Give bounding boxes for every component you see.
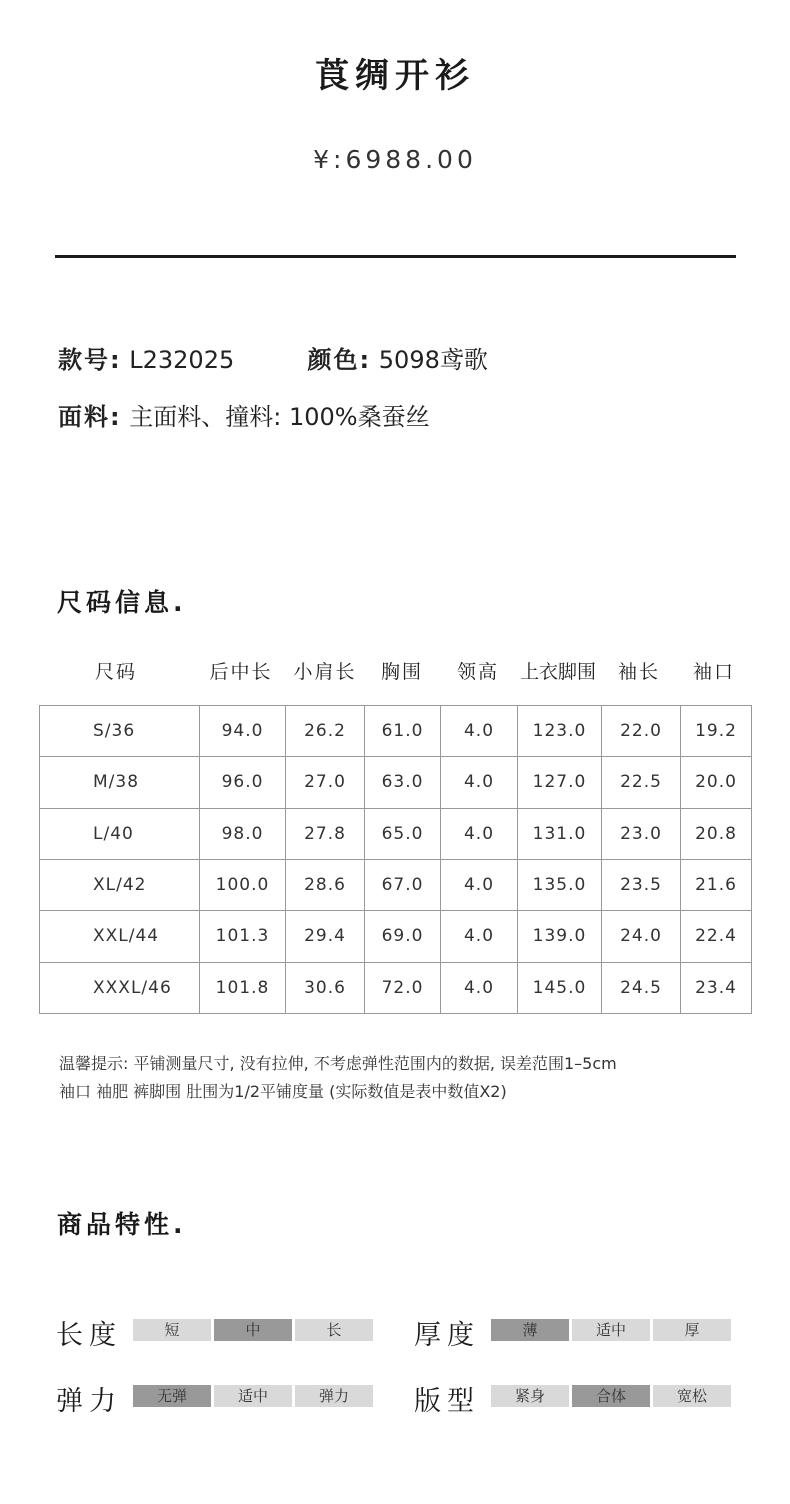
feature-option: 适中 <box>214 1385 292 1407</box>
size-header-hem: 上衣脚围 <box>519 661 596 683</box>
measurement-cell: 72.0 <box>365 962 441 1013</box>
measurement-cell: 94.0 <box>200 706 286 757</box>
feature-option: 无弹 <box>133 1385 211 1407</box>
measurement-cell: 65.0 <box>365 808 441 859</box>
measurement-cell: 27.0 <box>286 757 365 808</box>
measurement-cell: 22.0 <box>602 706 681 757</box>
size-cell: L/40 <box>40 808 200 859</box>
size-cell: XXXL/46 <box>40 962 200 1013</box>
divider <box>55 255 736 258</box>
size-header-sleeve-length: 袖长 <box>617 661 660 683</box>
size-cell: M/38 <box>40 757 200 808</box>
measurement-cell: 127.0 <box>518 757 602 808</box>
table-row <box>40 962 752 1013</box>
measurement-cell: 26.2 <box>286 706 365 757</box>
features-section-title: 商品特性. <box>57 1210 187 1239</box>
table-row <box>40 757 752 808</box>
measurement-cell: 22.5 <box>602 757 681 808</box>
size-header-back-length: 后中长 <box>209 661 273 683</box>
table-row <box>40 859 752 910</box>
color-value: 5098鸢歌 <box>378 346 488 374</box>
measurement-cell: 135.0 <box>518 859 602 910</box>
feature-length-label: 长度 <box>56 1320 122 1351</box>
measurement-cell: 101.8 <box>200 962 286 1013</box>
measurement-cell: 20.0 <box>681 757 752 808</box>
product-title: 莨绸开衫 <box>315 56 475 96</box>
color-label: 颜色: <box>307 346 372 374</box>
feature-option: 短 <box>133 1319 211 1341</box>
style-number-value: L232025 <box>129 346 235 374</box>
size-cell: S/36 <box>40 706 200 757</box>
feature-thickness-label: 厚度 <box>414 1320 480 1351</box>
measurement-note-2: 袖口 袖肥 裤脚围 肚围为1/2平铺度量 (实际数值是表中数值X2) <box>59 1082 507 1101</box>
measurement-cell: 27.8 <box>286 808 365 859</box>
measurement-cell: 22.4 <box>681 911 752 962</box>
fabric-label: 面料: <box>58 403 122 431</box>
measurement-cell: 28.6 <box>286 859 365 910</box>
size-header-size: 尺码 <box>94 661 137 683</box>
fabric-value: 主面料、撞料: 100%桑蚕丝 <box>129 403 430 431</box>
measurement-cell: 23.5 <box>602 859 681 910</box>
measurement-note: 温馨提示: 平铺测量尺寸, 没有拉伸, 不考虑弹性范围内的数据, 误差范围1–5cm <box>59 1054 617 1073</box>
measurement-cell: 4.0 <box>441 859 518 910</box>
measurement-cell: 69.0 <box>365 911 441 962</box>
feature-option: 长 <box>295 1319 373 1341</box>
measurement-cell: 63.0 <box>365 757 441 808</box>
feature-option: 弹力 <box>295 1385 373 1407</box>
size-cell: XXL/44 <box>40 911 200 962</box>
measurement-cell: 24.5 <box>602 962 681 1013</box>
fabric-row <box>58 397 430 432</box>
measurement-cell: 123.0 <box>518 706 602 757</box>
measurement-cell: 101.3 <box>200 911 286 962</box>
size-header-shoulder: 小肩长 <box>293 661 357 683</box>
style-number-label: 款号: <box>58 346 122 374</box>
measurement-cell: 139.0 <box>518 911 602 962</box>
measurement-cell: 4.0 <box>441 706 518 757</box>
measurement-cell: 29.4 <box>286 911 365 962</box>
size-cell: XL/42 <box>40 859 200 910</box>
feature-option: 适中 <box>572 1319 650 1341</box>
style-color-row <box>58 340 488 375</box>
measurement-cell: 67.0 <box>365 859 441 910</box>
feature-option: 宽松 <box>653 1385 731 1407</box>
size-header-chest: 胸围 <box>380 661 423 683</box>
measurement-cell: 21.6 <box>681 859 752 910</box>
feature-option: 薄 <box>491 1319 569 1341</box>
measurement-cell: 96.0 <box>200 757 286 808</box>
measurement-cell: 61.0 <box>365 706 441 757</box>
feature-option: 合体 <box>572 1385 650 1407</box>
feature-option: 中 <box>214 1319 292 1341</box>
measurement-cell: 20.8 <box>681 808 752 859</box>
feature-fit-label: 版型 <box>414 1386 480 1417</box>
size-header-collar: 领高 <box>456 661 499 683</box>
measurement-cell: 23.4 <box>681 962 752 1013</box>
size-section-title: 尺码信息. <box>57 588 187 617</box>
measurement-cell: 4.0 <box>441 757 518 808</box>
measurement-cell: 4.0 <box>441 808 518 859</box>
measurement-cell: 19.2 <box>681 706 752 757</box>
measurement-cell: 100.0 <box>200 859 286 910</box>
measurement-cell: 30.6 <box>286 962 365 1013</box>
measurement-cell: 145.0 <box>518 962 602 1013</box>
table-row <box>40 808 752 859</box>
size-table <box>39 705 752 1014</box>
measurement-cell: 24.0 <box>602 911 681 962</box>
table-row <box>40 706 752 757</box>
size-header-cuff: 袖口 <box>692 661 735 683</box>
table-row <box>40 911 752 962</box>
feature-elasticity-label: 弹力 <box>56 1386 122 1417</box>
feature-option: 紧身 <box>491 1385 569 1407</box>
measurement-cell: 23.0 <box>602 808 681 859</box>
measurement-cell: 4.0 <box>441 962 518 1013</box>
measurement-cell: 4.0 <box>441 911 518 962</box>
measurement-cell: 131.0 <box>518 808 602 859</box>
product-price: ¥:6988.00 <box>313 145 477 174</box>
feature-option: 厚 <box>653 1319 731 1341</box>
measurement-cell: 98.0 <box>200 808 286 859</box>
